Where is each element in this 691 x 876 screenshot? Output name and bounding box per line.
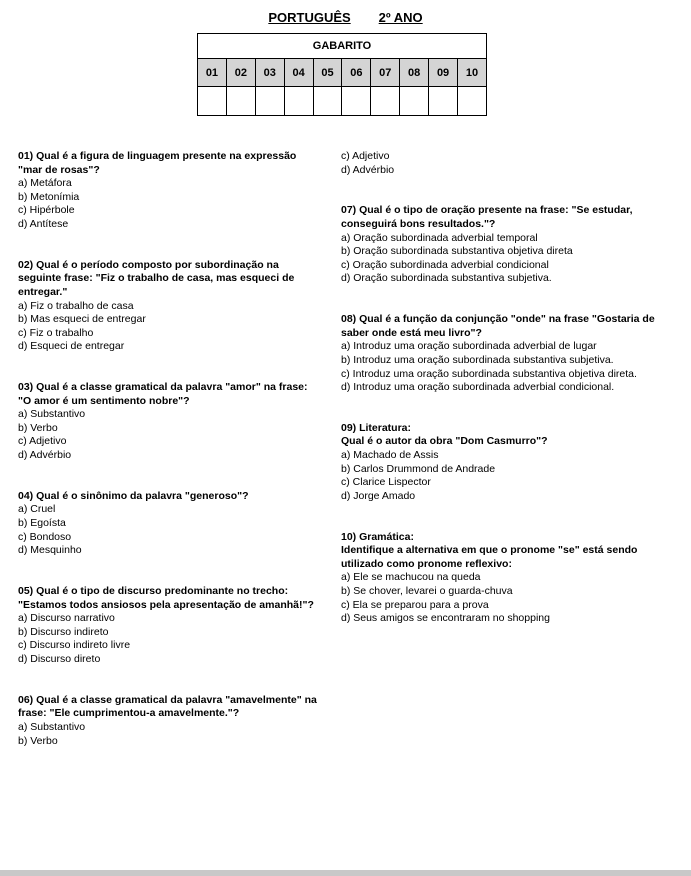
- option: d) Esqueci de entregar: [18, 340, 125, 353]
- question-01: 01) Qual é a figura de linguagem presente na expressão "mar de rosas"?: [18, 150, 297, 176]
- option: a) Cruel: [18, 503, 56, 516]
- answer-cell[interactable]: [400, 87, 429, 116]
- question-06: 06) Qual é a classe gramatical da palavra "amavelmente" na frase: "Ele cumprimentou-a amavelmente."?: [18, 693, 317, 720]
- option: d) Antítese: [18, 217, 69, 230]
- answer-cell[interactable]: [342, 87, 371, 116]
- left-column: [18, 150, 318, 748]
- subject-title: PORTUGUÊS: [268, 10, 351, 25]
- option: c) Bondoso: [18, 530, 72, 543]
- answer-cell[interactable]: [226, 87, 255, 116]
- gabarito-number: 05: [313, 59, 342, 87]
- gabarito-number: 10: [458, 59, 487, 87]
- gabarito-number: 03: [255, 59, 284, 87]
- option: b) Metonímia: [18, 190, 80, 203]
- option: c) Discurso indireto livre: [18, 639, 131, 652]
- option: c) Fiz o trabalho: [18, 326, 94, 339]
- option: a) Substantivo: [18, 720, 86, 733]
- question-02: 02) Qual é o período composto por subordinação na seguinte frase: "Fiz o trabalho de casa, mas esqueci de entregar.": [18, 258, 295, 298]
- gabarito-number: 02: [226, 59, 255, 87]
- gabarito-numbers-row: [198, 59, 487, 87]
- option: c) Introduz uma oração subordinada substantiva objetiva direta.: [341, 367, 637, 380]
- grade-title: 2º ANO: [378, 10, 423, 25]
- gabarito-number: 06: [342, 59, 371, 87]
- option: a) Machado de Assis: [341, 449, 439, 462]
- answer-cell[interactable]: [458, 87, 487, 116]
- question-09: Qual é o autor da obra "Dom Casmurro"?: [341, 435, 548, 448]
- option: c) Adjetivo: [341, 150, 390, 162]
- option: b) Verbo: [18, 734, 58, 747]
- option: a) Metáfora: [18, 177, 72, 190]
- option: d) Advérbio: [18, 449, 72, 462]
- gabarito-table: [197, 33, 487, 116]
- page-title: [0, 10, 691, 25]
- gabarito-title: GABARITO: [198, 34, 487, 59]
- question-07: 07) Qual é o tipo de oração presente na frase: "Se estudar, conseguirá bons resultados."?: [341, 204, 633, 230]
- option: a) Substantivo: [18, 408, 86, 421]
- option: d) Jorge Amado: [341, 489, 416, 502]
- answer-cell[interactable]: [255, 87, 284, 116]
- option: a) Fiz o trabalho de casa: [18, 299, 134, 312]
- option: c) Adjetivo: [18, 435, 67, 448]
- option: b) Discurso indireto: [18, 625, 109, 638]
- option: a) Discurso narrativo: [18, 612, 115, 625]
- option: d) Introduz uma oração subordinada adverbial condicional.: [341, 381, 615, 394]
- question-10-label: 10) Gramática:: [341, 530, 414, 543]
- option: d) Oração subordinada substantiva subjetiva.: [341, 272, 552, 285]
- option: d) Mesquinho: [18, 544, 82, 557]
- gabarito-number: 01: [198, 59, 227, 87]
- answer-cell[interactable]: [284, 87, 313, 116]
- option: b) Se chover, levarei o guarda-chuva: [341, 585, 513, 597]
- option: c) Hipérbole: [18, 204, 75, 217]
- option: d) Advérbio: [341, 163, 395, 176]
- option: b) Verbo: [18, 421, 58, 434]
- gabarito-number: 08: [400, 59, 429, 87]
- answer-cell[interactable]: [313, 87, 342, 116]
- option: c) Clarice Lispector: [341, 476, 431, 489]
- question-05: 05) Qual é o tipo de discurso predominante no trecho: "Estamos todos ansiosos pela apresentação de amanhã!"?: [18, 585, 314, 611]
- gabarito-number: 09: [429, 59, 458, 87]
- question-08: 08) Qual é a função da conjunção "onde" na frase "Gostaria de saber onde está meu livro"?: [341, 313, 655, 339]
- option: c) Oração subordinada adverbial condicional: [341, 258, 549, 271]
- gabarito-number: 04: [284, 59, 313, 87]
- question-10: Identifique a alternativa em que o pronome "se" está sendo utilizado como pronome reflexivo:: [341, 544, 638, 570]
- option: a) Oração subordinada adverbial temporal: [341, 231, 538, 244]
- option: b) Egoísta: [18, 517, 66, 530]
- gabarito-answers-row: [198, 87, 487, 116]
- option: a) Introduz uma oração subordinada adverbial de lugar: [341, 340, 597, 353]
- question-03: 03) Qual é a classe gramatical da palavra "amor" na frase: "O amor é um sentimento nobre"?: [18, 381, 308, 407]
- right-column: [341, 150, 671, 626]
- question-04: 04) Qual é o sinônimo da palavra "generoso"?: [18, 489, 249, 502]
- option: b) Carlos Drummond de Andrade: [341, 462, 496, 475]
- option: d) Seus amigos se encontraram no shopping: [341, 612, 550, 625]
- option: c) Ela se preparou para a prova: [341, 598, 489, 611]
- answer-cell[interactable]: [198, 87, 227, 116]
- answer-cell[interactable]: [429, 87, 458, 116]
- option: d) Discurso direto: [18, 652, 101, 665]
- gabarito-number: 07: [371, 59, 400, 87]
- question-09-label: 09) Literatura:: [341, 421, 412, 434]
- option: a) Ele se machucou na queda: [341, 571, 481, 584]
- answer-cell[interactable]: [371, 87, 400, 116]
- page-bottom-edge: [0, 870, 691, 876]
- option: b) Oração subordinada substantiva objetiva direta: [341, 245, 573, 258]
- option: b) Mas esqueci de entregar: [18, 313, 146, 326]
- option: b) Introduz uma oração subordinada substantiva subjetiva.: [341, 353, 614, 366]
